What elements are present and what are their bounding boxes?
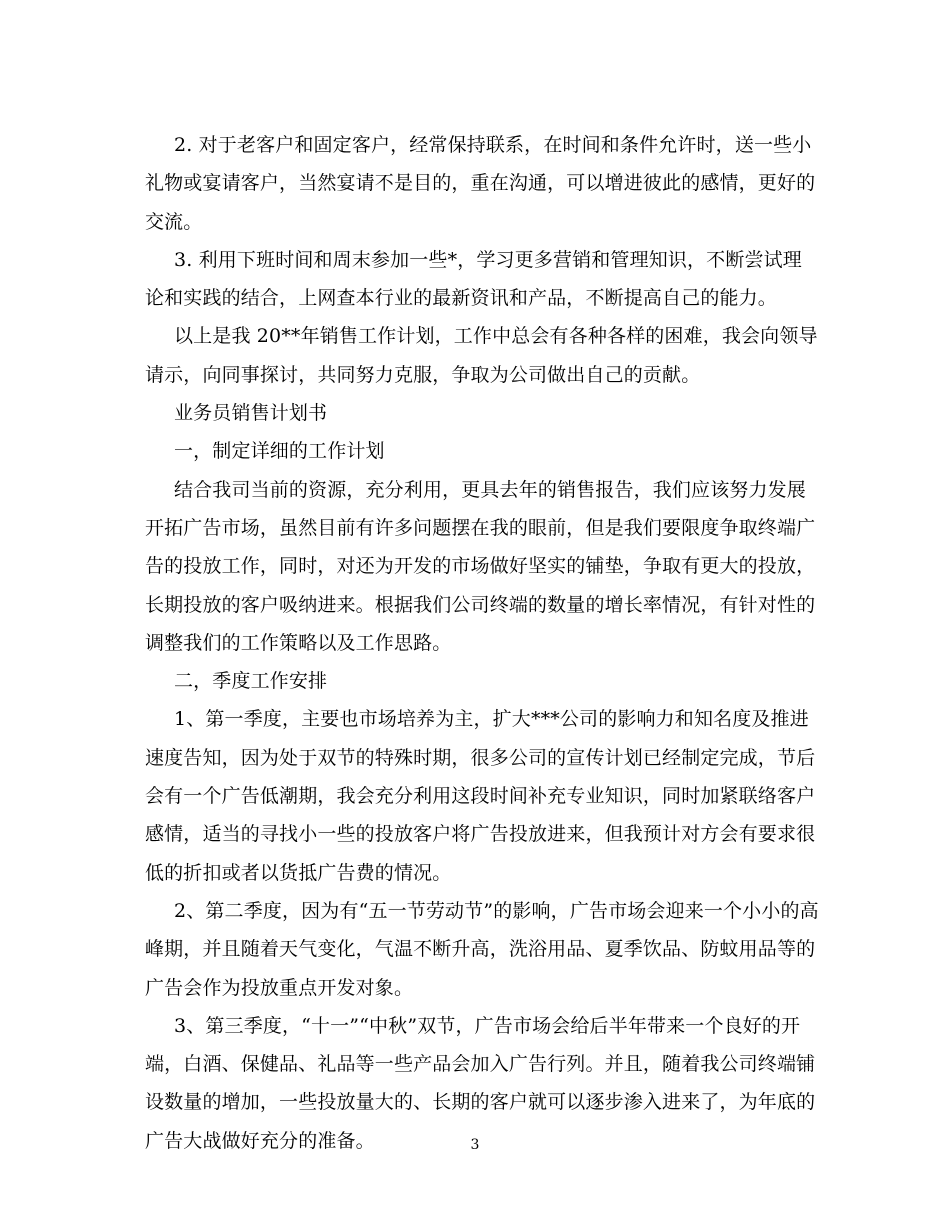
paragraph bbox=[145, 662, 810, 700]
text-line: 请示，向同事探讨，共同努力克服，争取为公司做出自己的贡献。 bbox=[145, 363, 701, 386]
paragraph bbox=[145, 317, 818, 394]
page-number: 3 bbox=[470, 1137, 480, 1153]
document-body bbox=[145, 126, 819, 1160]
text-line: 2. 对于老客户和固定客户，经常保持联系，在时间和条件允许时，送一些小 bbox=[174, 134, 812, 156]
text-line: 2、第二季度，因为有“五一节劳动节”的影响，广告市场会迎来一个小小的高 bbox=[174, 899, 819, 922]
text-line: 峰期，并且随着天气变化，气温不断升高，洗浴用品、夏季饮品、防蚊用品等的 bbox=[145, 938, 816, 961]
text-line: 端，白酒、保健品、礼品等一些产品会加入广告行列。并且，随着我公司终端铺 bbox=[145, 1053, 816, 1076]
text-line: 一，制定详细的工作计划 bbox=[174, 440, 385, 463]
paragraph bbox=[145, 471, 816, 662]
text-line: 调整我们的工作策略以及工作思路。 bbox=[145, 631, 452, 654]
paragraph bbox=[145, 241, 810, 318]
text-line: 速度告知，因为处于双节的特殊时期，很多公司的宣传计划已经制定完成，节后 bbox=[145, 746, 816, 769]
paragraph bbox=[145, 126, 816, 241]
text-line: 广告会作为投放重点开发对象。 bbox=[145, 976, 414, 999]
text-line: 业务员销售计划书 bbox=[174, 402, 328, 425]
paragraph bbox=[145, 394, 810, 432]
text-line: 感情，适当的寻找小一些的投放客户将广告投放进来，但我预计对方会有要求很 bbox=[145, 823, 816, 846]
text-line: 二，季度工作安排 bbox=[174, 670, 328, 693]
text-line: 结合我司当前的资源，充分利用，更具去年的销售报告，我们应该努力发展 bbox=[174, 478, 806, 501]
text-line: 长期投放的客户吸纳进来。根据我们公司终端的数量的增长率情况，有针对性的 bbox=[145, 593, 816, 616]
text-line: 低的折扣或者以货抵广告费的情况。 bbox=[145, 861, 452, 884]
text-line: 1、第一季度，主要也市场培养为主，扩大***公司的影响力和知名度及推进 bbox=[174, 708, 809, 731]
text-line: 3. 利用下班时间和周末参加一些*，学习更多营销和管理知识，不断尝试理 bbox=[174, 248, 802, 271]
text-line: 论和实践的结合，上网查本行业的最新资讯和产品，不断提高自己的能力。 bbox=[145, 287, 777, 310]
paragraph bbox=[145, 700, 816, 891]
text-line: 礼物或宴请客户，当然宴请不是目的，重在沟通，可以增进彼此的感情，更好的 bbox=[145, 172, 816, 195]
text-line: 以上是我 20**年销售工作计划，工作中总会有各种各样的困难，我会向领导 bbox=[174, 325, 818, 348]
text-line: 设数量的增加，一些投放量大的、长期的客户就可以逐步渗入进来了，为年底的 bbox=[145, 1091, 816, 1114]
text-line: 会有一个广告低潮期，我会充分利用这段时间补充专业知识，同时加紧联络客户 bbox=[145, 785, 816, 808]
paragraph bbox=[145, 432, 810, 470]
paragraph bbox=[145, 892, 819, 1007]
text-line: 告的投放工作，同时，对还为开发的市场做好坚实的铺垫，争取有更大的投放， bbox=[145, 555, 816, 578]
text-line: 开拓广告市场，虽然目前有许多问题摆在我的眼前，但是我们要限度争取终端广 bbox=[145, 516, 816, 539]
text-line: 交流。 bbox=[145, 210, 203, 233]
text-line: 3、第三季度，“十一”“中秋”双节，广告市场会给后半年带来一个良好的开 bbox=[174, 1014, 801, 1037]
text-line: 广告大战做好充分的准备。 bbox=[145, 1129, 375, 1152]
